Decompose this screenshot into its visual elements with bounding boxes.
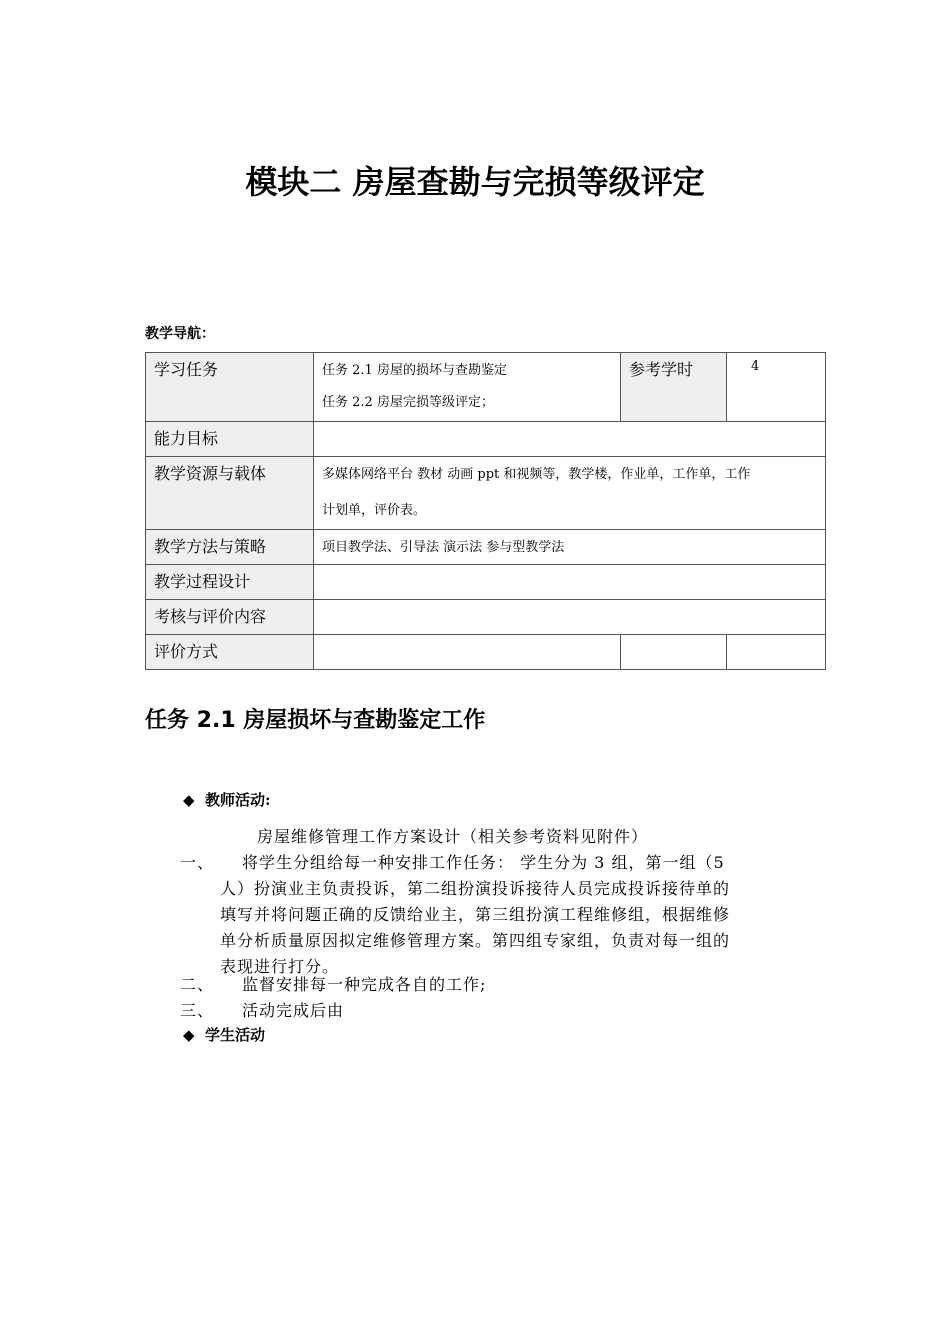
item-number: 二、 bbox=[180, 975, 215, 994]
table-row bbox=[146, 353, 826, 422]
table-row bbox=[146, 635, 826, 670]
list-item bbox=[180, 850, 730, 980]
list-item bbox=[180, 998, 344, 1021]
eval-cell-empty bbox=[727, 635, 826, 670]
diamond-bullet-icon: ◆ bbox=[183, 1026, 195, 1044]
eval-label: 评价方式 bbox=[146, 635, 314, 670]
study-task-line: 任务 2.1 房屋的损坏与查勘鉴定 bbox=[322, 363, 507, 378]
item-line: 单分析质量原因拟定维修管理方案。第四组专家组，负责对每一组的 bbox=[220, 931, 731, 950]
diamond-bullet-icon: ◆ bbox=[183, 791, 195, 809]
item-line: 表现进行打分。 bbox=[220, 957, 340, 976]
resources-label: 教学资源与载体 bbox=[146, 457, 314, 530]
assessment-value bbox=[314, 600, 826, 635]
study-task-value bbox=[314, 353, 621, 422]
table-row bbox=[146, 530, 826, 565]
section-title: 任务 2.1 房屋损坏与查勘鉴定工作 bbox=[145, 708, 486, 733]
methods-value: 项目教学法、引导法 演示法 参与型教学法 bbox=[314, 530, 826, 565]
student-activity-heading bbox=[183, 1024, 265, 1045]
ref-hours-value: 4 bbox=[727, 353, 826, 422]
teacher-activity-heading bbox=[183, 789, 271, 810]
ability-value bbox=[314, 422, 826, 457]
table-row bbox=[146, 422, 826, 457]
item-line: 将学生分组给每一种安排工作任务： 学生分为 3 组，第一组（5 bbox=[242, 853, 725, 872]
item-number: 三、 bbox=[180, 1001, 215, 1020]
methods-label: 教学方法与策略 bbox=[146, 530, 314, 565]
resources-line: 计划单，评价表。 bbox=[322, 503, 427, 518]
teacher-activity-label: 教师活动: bbox=[205, 791, 271, 809]
teaching-nav-table bbox=[145, 352, 826, 670]
process-label: 教学过程设计 bbox=[146, 565, 314, 600]
table-row bbox=[146, 600, 826, 635]
ability-label: 能力目标 bbox=[146, 422, 314, 457]
item-line: 监督安排每一种完成各自的工作; bbox=[242, 975, 487, 994]
list-item bbox=[180, 972, 486, 995]
item-line: 人）扮演业主负责投诉，第二组扮演投诉接待人员完成投诉接待单的 bbox=[220, 879, 731, 898]
nav-label: 教学导航： bbox=[145, 326, 215, 342]
page-title: 模块二 房屋查勘与完损等级评定 bbox=[245, 163, 705, 201]
assessment-label: 考核与评价内容 bbox=[146, 600, 314, 635]
item-number: 一、 bbox=[180, 853, 215, 872]
ref-hours-label: 参考学时 bbox=[621, 353, 727, 422]
study-task-line: 任务 2.2 房屋完损等级评定； bbox=[322, 395, 494, 410]
eval-value bbox=[314, 635, 621, 670]
resources-line: 多媒体网络平台 教材 动画 ppt 和视频等，教学楼，作业单，工作单，工作 bbox=[322, 467, 751, 482]
process-value bbox=[314, 565, 826, 600]
teacher-activity-intro: 房屋维修管理工作方案设计（相关参考资料见附件） bbox=[257, 827, 649, 846]
item-line: 活动完成后由 bbox=[242, 1001, 345, 1020]
resources-value bbox=[314, 457, 826, 530]
study-task-label: 学习任务 bbox=[146, 353, 314, 422]
table-row bbox=[146, 565, 826, 600]
table-row bbox=[146, 457, 826, 530]
student-activity-label: 学生活动 bbox=[205, 1026, 266, 1044]
item-line: 填写并将问题正确的反馈给业主，第三组扮演工程维修组，根据维修 bbox=[220, 905, 731, 924]
eval-cell-empty bbox=[621, 635, 727, 670]
